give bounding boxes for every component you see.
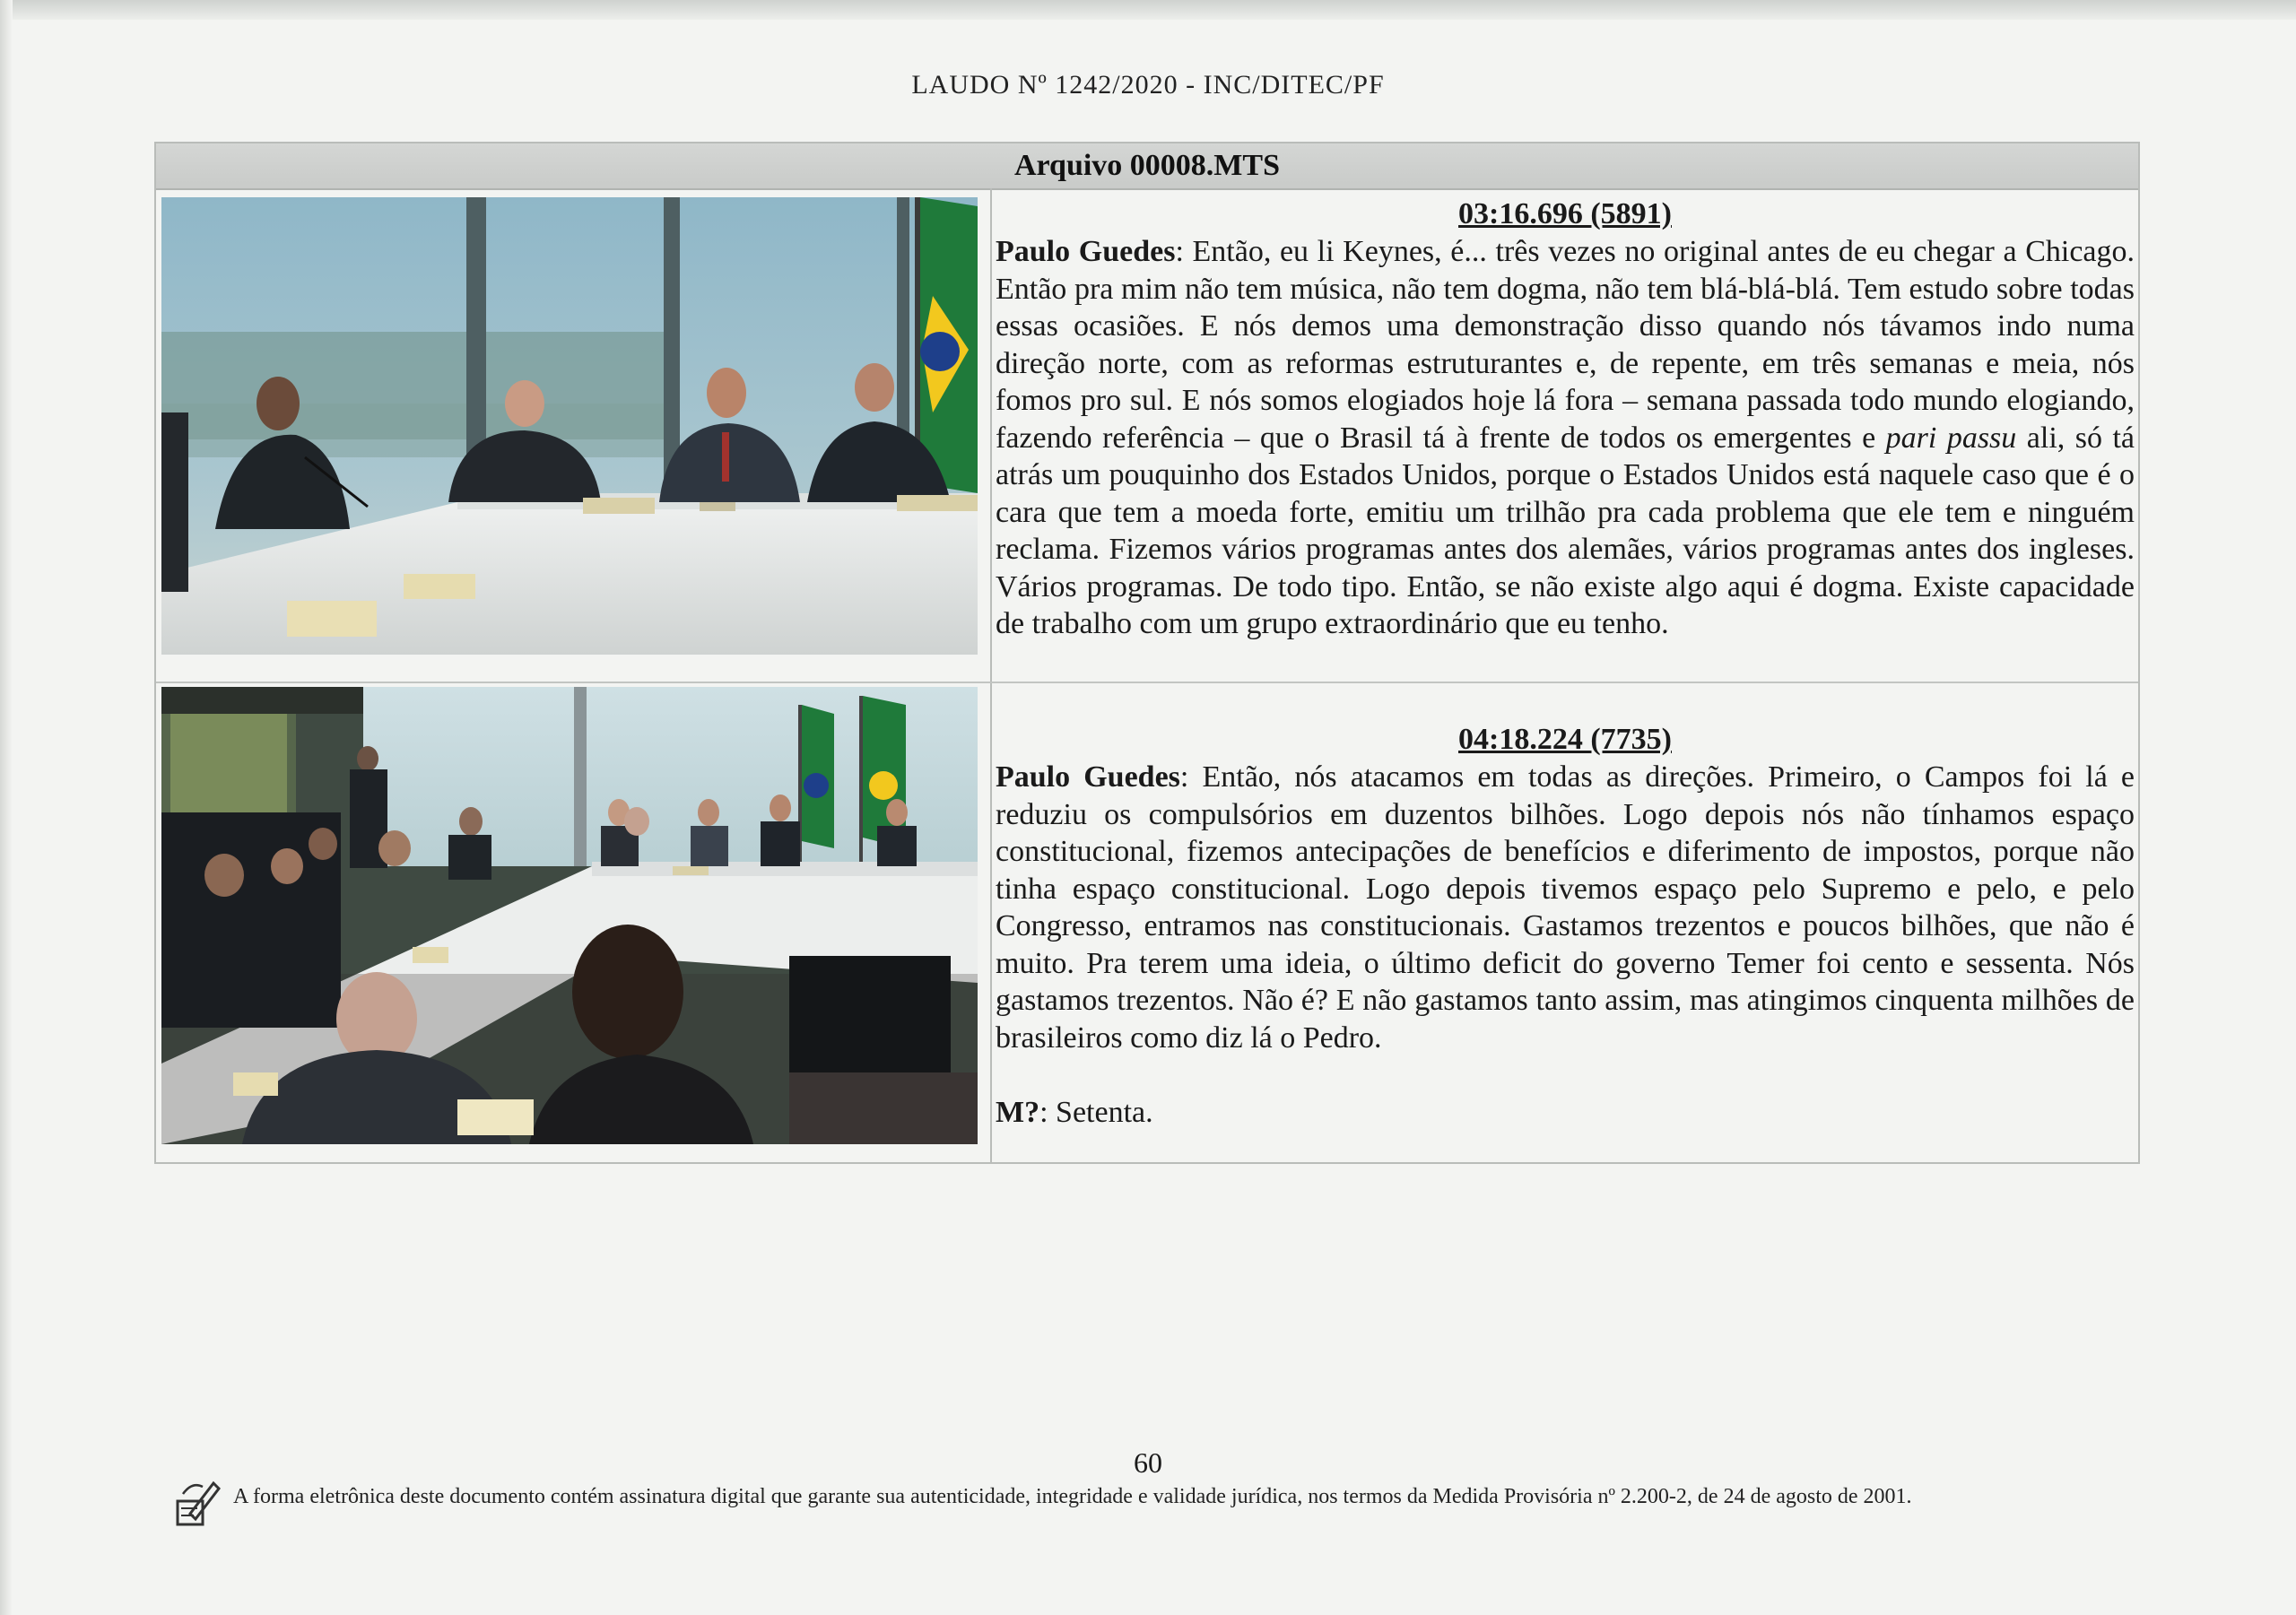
meeting-photo-1 xyxy=(161,197,978,655)
speech-text: : Então, eu li Keynes, é... três vezes no original antes de eu chegar a Chicago. Então pra mim não tem música, não tem dogma, não tem blá-blá-blá. Tem estudo sobre todas essas ocasiões. E nós demos uma demonstração disso quando nós távamos indo numa direção norte, com as reformas estruturantes e, de repente, em três semanas e meia, nós fomos pro sul. E nós somos elogiados hoje lá fora – semana passada todo mundo elogiando, fazendo referência – que o Brasil tá à frente de todos os emergentes e xyxy=(996,235,2135,455)
transcript-table xyxy=(154,142,2140,1164)
scan-edge xyxy=(0,0,2296,20)
scan-edge-left xyxy=(0,0,13,1615)
transcript-entry-2 xyxy=(996,721,2135,1132)
timestamp: 04:18.224 (7735) xyxy=(1458,723,1672,756)
file-name-banner: Arquivo 00008.MTS xyxy=(156,143,2138,190)
digital-signature-icon xyxy=(170,1478,224,1530)
reply-text: : Setenta. xyxy=(1039,1096,1153,1129)
video-frame-2 xyxy=(161,687,978,1144)
report-header: LAUDO Nº 1242/2020 - INC/DITEC/PF xyxy=(911,70,1385,100)
digital-signature-note: A forma eletrônica deste documento contém assinatura digital que garante sua autenticidade, integridade e validade jurídica, nos termos da Medida Provisória nº 2.200-2, de 24 de agosto de 2001. xyxy=(233,1485,1912,1508)
column-divider xyxy=(990,188,992,1164)
page-number: 60 xyxy=(1134,1446,1162,1479)
video-frame-1 xyxy=(161,197,978,655)
speaker-name: Paulo Guedes xyxy=(996,235,1176,268)
row-divider xyxy=(156,682,2138,683)
speech-paragraph xyxy=(996,759,2135,1056)
timestamp: 03:16.696 (5891) xyxy=(1458,197,1672,230)
speech-italic: pari passu xyxy=(1885,421,2017,455)
speech-paragraph xyxy=(996,233,2135,643)
reply-paragraph xyxy=(996,1094,2135,1132)
speech-text: : Então, nós atacamos em todas as direções. Primeiro, o Campos foi lá e reduziu os compulsórios em duzentos bilhões. Logo depois nós não tínhamos espaço constitucional, fizemos antecipações de benefícios e diferimento de impostos, porque não tinha espaço constitucional. Logo depois tivemos espaço pelo Supremo e pelo, e pelo Congresso, entramos nas constitucionais. Gastamos trezentos e poucos bilhões, que não é muito. Pra terem uma ideia, o último deficit do governo Temer foi cento e sessenta. Nós gastamos trezentos. Não é? E não gastamos tanto assim, mas atingimos cinquenta milhões de brasileiros como diz lá o Pedro. xyxy=(996,760,2135,1055)
speech-text-cont: ali, só tá atrás um pouquinho dos Estados Unidos, porque o Estados Unidos está naquele caso que é o cara que tem a moeda forte, emitiu um trilhão pra cada problema que ele tem e ninguém reclama. Fizemos vários programas antes dos alemães, vários programas antes dos ingleses. Vários programas. De todo tipo. Então, se não existe algo aqui é dogma. Existe capacidade de trabalho com um grupo extraordinário que eu tenho. xyxy=(996,421,2135,640)
reply-speaker: M? xyxy=(996,1096,1040,1129)
transcript-entry-1 xyxy=(996,195,2135,643)
speaker-name: Paulo Guedes xyxy=(996,760,1180,794)
meeting-photo-2 xyxy=(161,687,978,1144)
